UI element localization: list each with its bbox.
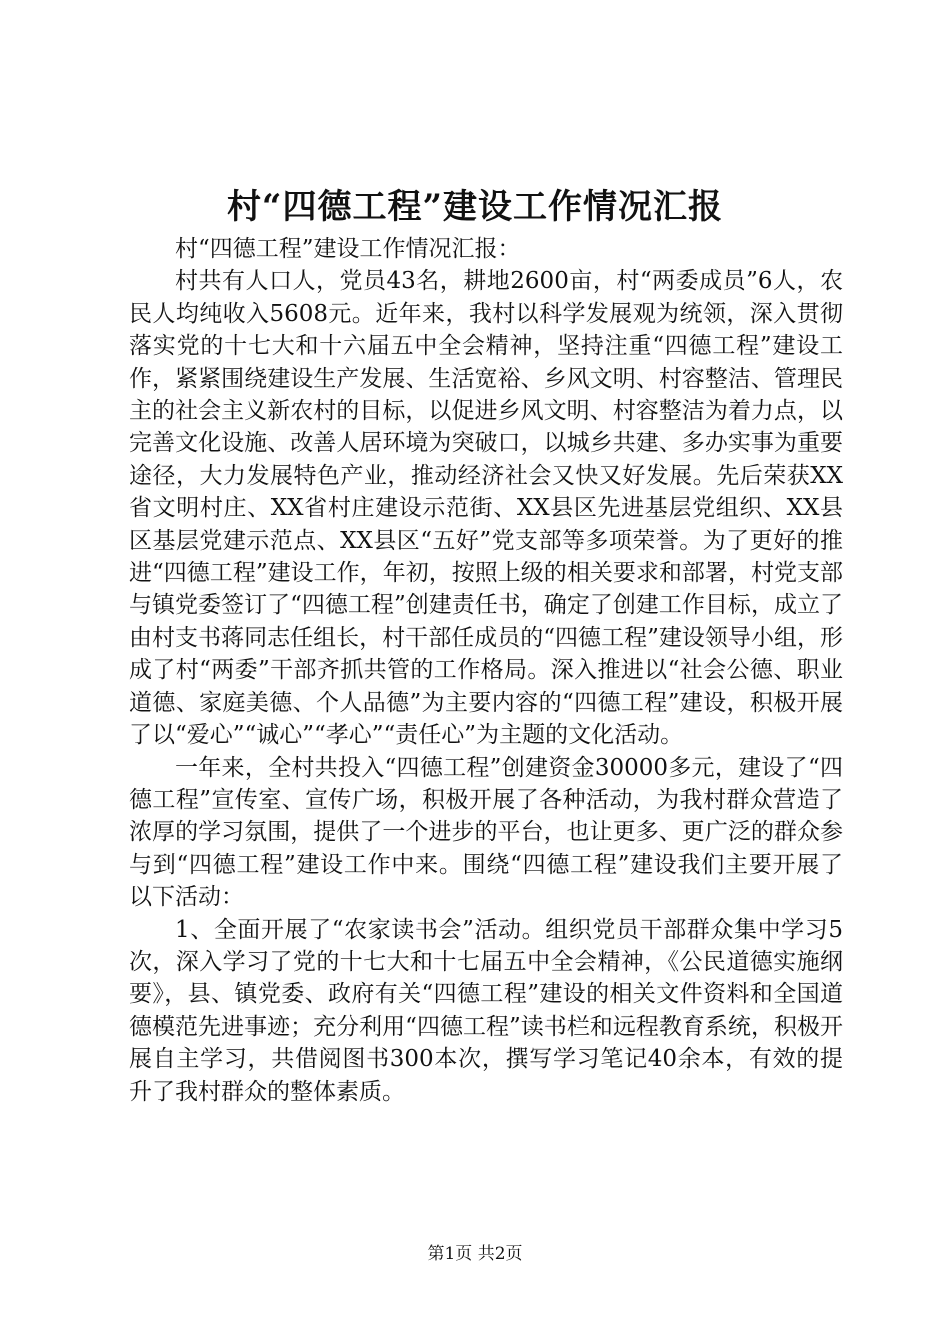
paragraph-heading: 村“四德工程”建设工作情况汇报： bbox=[175, 236, 521, 262]
page-number-footer: 第1页 共2页 bbox=[427, 1244, 523, 1264]
paragraph-activity-1: 1、全面开展了“农家读书会”活动。组织党员干部群众集中学习5次，深入学习了党的十七大和十七届五中全会精神，《公民道德实施纲要》，县、镇党委、政府有关“四德工程”建设的相关文件资料和全国道德模范先进事迹；充分利用“四德工程”读书栏和远程教育系统，积极开展自主学习，共借阅图书300本次，撰写学习笔记40余本，有效的提升了我村群众的整体素质。 bbox=[129, 916, 843, 1105]
document-body bbox=[129, 233, 843, 1108]
document-title: 村“四德工程”建设工作情况汇报 bbox=[226, 187, 724, 227]
paragraph-annual-summary: 一年来，全村共投入“四德工程”创建资金30000多元，建设了“四德工程”宣传室、宣传广场，积极开展了各种活动，为我村群众营造了浓厚的学习氛围，提供了一个进步的平台，也让更多、更广泛的群众参与到“四德工程”建设工作中来。围绕“四德工程”建设我们主要开展了以下活动： bbox=[129, 754, 843, 911]
paragraph-village-overview: 村共有人口人，党员43名，耕地2600亩，村“两委成员”6人，农民人均纯收入5608元。近年来，我村以科学发展观为统领，深入贯彻落实党的十七大和十六届五中全会精神，坚持注重“四德工程”建设工作，紧紧围绕建设生产发展、生活宽裕、乡风文明、村容整洁、管理民主的社会主义新农村的目标，以促进乡风文明、村容整洁为着力点，以完善文化设施、改善人居环境为突破口，以城乡共建、多办实事为重要途径，大力发展特色产业，推动经济社会又快又好发展。先后荣获XX省文明村庄、XX省村庄建设示范街、XX县区先进基层党组织、XX县区基层党建示范点、XX县区“五好”党支部等多项荣誉。为了更好的推进“四德工程”建设工作，年初，按照上级的相关要求和部署，村党支部与镇党委签订了“四德工程”创建责任书，确定了创建工作目标，成立了由村支书蒋同志任组长，村干部任成员的“四德工程”建设领导小组，形成了村“两委”干部齐抓共管的工作格局。深入推进以“社会公德、职业道德、家庭美德、个人品德”为主要内容的“四德工程”建设，积极开展了以“爱心”“诚心”“孝心”“责任心”为主题的文化活动。 bbox=[129, 268, 843, 749]
